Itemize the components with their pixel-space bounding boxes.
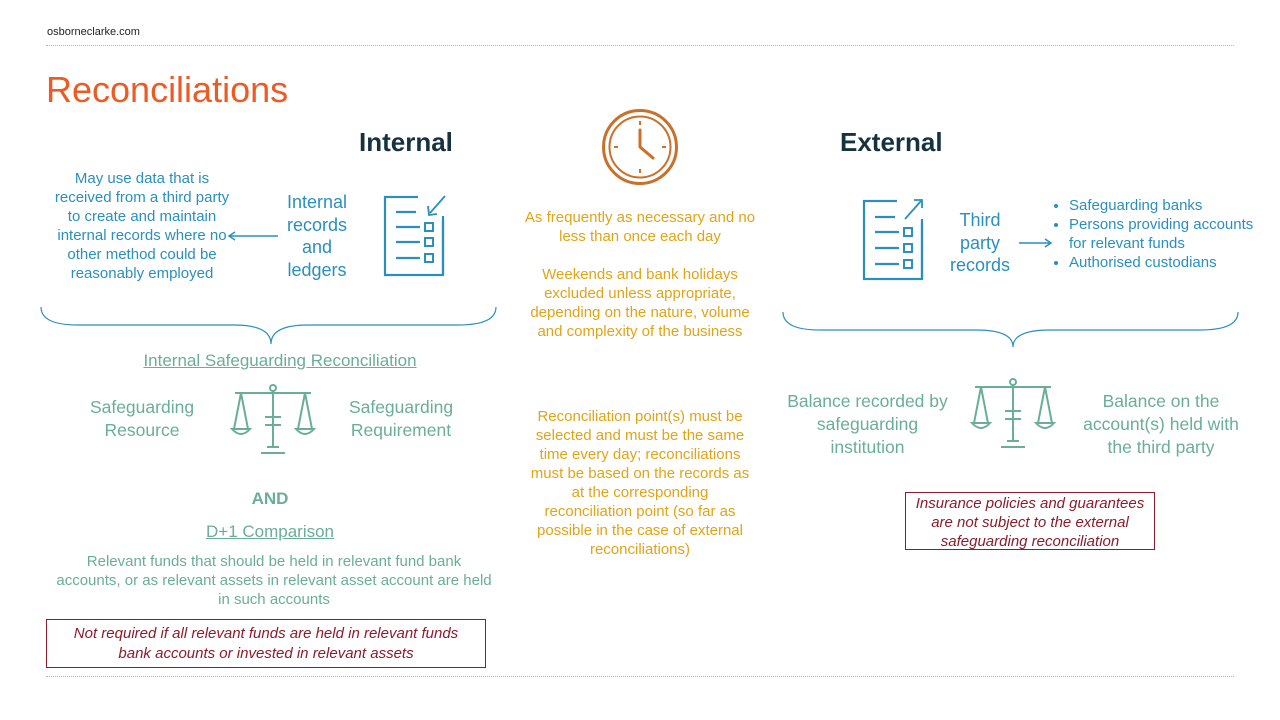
internal-heading: Internal [359,127,453,157]
list-item: • Authorised custodians [1069,253,1259,272]
arrow-right-icon [1017,236,1055,250]
safeguarding-requirement-label: Safeguarding Requirement [348,397,454,440]
and-label: AND [251,489,289,508]
scales-icon [229,381,317,461]
third-party-data-note: May use data that is received from a third party to create and maintain internal records where no other method could be reasonably employed [54,170,230,282]
top-divider [46,45,1234,46]
internal-records-label: Internal records and ledgers [286,192,348,280]
scales-icon [969,375,1057,455]
external-curly-brace [780,310,1242,350]
checklist-icon [382,194,448,278]
safeguarding-resource-label: Safeguarding Resource [89,397,195,440]
arrow-left-icon [224,229,280,243]
balance-recorded-label: Balance recorded by safeguarding institution [787,391,948,457]
balance-third-party-label: Balance on the account(s) held with the third party [1083,391,1239,457]
d1-comparison-title: D+1 Comparison [205,522,335,541]
external-note-box: Insurance policies and guarantees are not subject to the external safeguarding reconciliation [905,492,1155,550]
internal-recon-title: Internal Safeguarding Reconciliation [143,351,417,370]
list-item: • Safeguarding banks [1069,196,1259,215]
internal-curly-brace [38,305,500,347]
d1-comparison-text: Relevant funds that should be held in relevant fund bank accounts, or as relevant assets in relevant asset account are held in such accounts [56,553,492,608]
reconciliation-point-text: Reconciliation point(s) must be selected and must be the same time every day; reconciliations must be based on the records as at the corresponding reconciliation point (so far as possible in the case of external reconciliations) [530,408,750,558]
weekends-text: Weekends and bank holidays excluded unless appropriate, depending on the nature, volume and complexity of the business [530,266,750,340]
internal-note-box: Not required if all relevant funds are held in relevant funds bank accounts or invested in relevant assets [46,619,486,668]
third-party-bullet-list [1051,196,1259,272]
list-item: • Persons providing accounts for relevant funds [1069,215,1259,253]
external-heading: External [840,127,943,157]
frequency-text: As frequently as necessary and no less than once each day [524,209,756,245]
third-party-records-label: Third party records [949,210,1011,275]
bottom-divider [46,676,1234,677]
clock-icon [599,108,681,186]
site-url: osborneclarke.com [47,26,140,38]
page-title: Reconciliations [46,69,289,110]
checklist-icon [861,197,927,283]
